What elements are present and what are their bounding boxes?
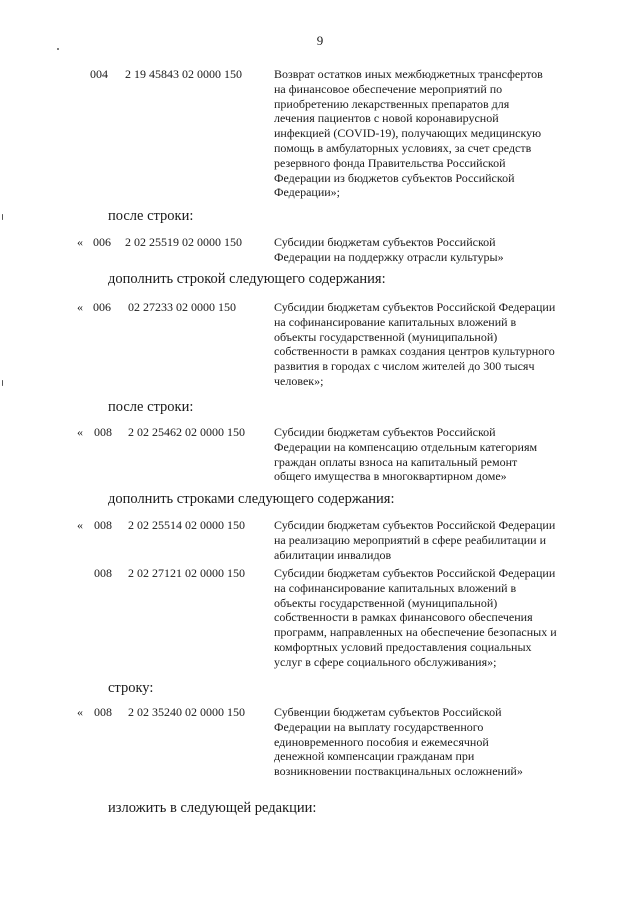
description-line: на софинансирование капитальных вложений в	[274, 314, 517, 329]
description-line: Федерации из бюджетов субъектов Российской	[274, 170, 515, 185]
description-line: приобретению лекарственных препаратов для	[274, 96, 510, 111]
instruction-phrase: после строки:	[108, 208, 194, 224]
instruction-phrase: строку:	[108, 680, 154, 696]
entry-description	[274, 300, 574, 389]
description-line: на реализацию мероприятий в сфере реабилитации и	[274, 532, 547, 547]
entry-code: 008	[94, 425, 112, 439]
scan-speck	[2, 380, 3, 386]
description-line: собственности в рамках финансового обеспечения	[274, 610, 533, 625]
opening-quote: «	[77, 705, 83, 719]
description-line: объекты государственной (муниципальной)	[274, 595, 498, 610]
entry-description	[274, 67, 574, 200]
description-line: объекты государственной (муниципальной)	[274, 329, 498, 344]
description-line: Федерации на поддержку отрасли культуры»	[274, 249, 504, 264]
description-line: лечения пациентов с новой коронавирусной	[274, 111, 499, 126]
entry-description	[274, 235, 574, 265]
entry-kbk: 2 19 45843 02 0000 150	[125, 67, 242, 81]
description-line: Субсидии бюджетам субъектов Российской Федерации	[274, 518, 556, 532]
description-line: Субсидии бюджетам субъектов Российской Федерации	[274, 300, 556, 314]
entry-kbk: 2 02 27121 02 0000 150	[128, 566, 245, 580]
description-line: Субвенции бюджетам субъектов Российской	[274, 705, 502, 719]
instruction-phrase: дополнить строкой следующего содержания:	[108, 271, 386, 287]
description-line: Федерации на выплату государственного	[274, 719, 484, 734]
opening-quote: «	[77, 300, 83, 314]
description-line: резервного фонда Правительства Российской	[274, 155, 506, 170]
entry-code: 004	[90, 67, 108, 81]
description-line: комфортных условий предоставления социальных	[274, 639, 532, 654]
entry-code: 008	[94, 518, 112, 532]
entry-kbk: 2 02 25462 02 0000 150	[128, 425, 245, 439]
description-line: возникновении поствакцинальных осложнений»	[274, 764, 523, 779]
description-line: граждан оплаты взноса на капитальный ремонт	[274, 454, 518, 469]
description-line: Субсидии бюджетам субъектов Российской	[274, 235, 496, 249]
entry-description	[274, 518, 574, 562]
entry-kbk: 2 02 25514 02 0000 150	[128, 518, 245, 532]
description-line: общего имущества в многоквартирном доме»	[274, 469, 507, 484]
scan-speck	[2, 214, 3, 220]
description-line: на финансовое обеспечение мероприятий по	[274, 81, 503, 96]
description-line: услуг в сфере социального обслуживания»;	[274, 654, 497, 669]
description-line: помощь в амбулаторных условиях, за счет средств	[274, 140, 532, 155]
entry-code: 006	[93, 235, 111, 249]
instruction-phrase: дополнить строками следующего содержания:	[108, 491, 395, 507]
opening-quote: «	[77, 425, 83, 439]
entry-description	[274, 705, 574, 779]
entry-kbk: 2 02 35240 02 0000 150	[128, 705, 245, 719]
opening-quote: «	[77, 518, 83, 532]
description-line: денежной компенсации гражданам при	[274, 749, 475, 764]
instruction-phrase: изложить в следующей редакции:	[108, 800, 317, 816]
description-line: развития в городах с числом жителей до 300 тысяч	[274, 359, 535, 374]
description-line: программ, направленных на обеспечение безопасных и	[274, 625, 557, 640]
description-line: инфекцией (COVID-19), получающих медицинскую	[274, 126, 542, 141]
opening-quote: «	[77, 235, 83, 249]
description-line: Субсидии бюджетам субъектов Российской Федерации	[274, 566, 556, 580]
entry-code: 008	[94, 566, 112, 580]
description-line: абилитации инвалидов	[274, 547, 392, 562]
entry-kbk: 2 02 25519 02 0000 150	[125, 235, 242, 249]
entry-description	[274, 425, 574, 484]
description-line: единовременного пособия и ежемесячной	[274, 734, 489, 749]
entry-code: 008	[94, 705, 112, 719]
entry-kbk: 02 27233 02 0000 150	[128, 300, 236, 314]
entry-description	[274, 566, 574, 670]
description-line: Федерации на компенсацию отдельным категориям	[274, 439, 538, 454]
description-line: Субсидии бюджетам субъектов Российской	[274, 425, 496, 439]
description-line: человек»;	[274, 373, 324, 388]
description-line: на софинансирование капитальных вложений в	[274, 580, 517, 595]
description-line: собственности в рамках создания центров культурного	[274, 344, 555, 359]
instruction-phrase: после строки:	[108, 399, 194, 415]
description-line: Возврат остатков иных межбюджетных трансфертов	[274, 67, 543, 81]
page-number: 9	[316, 33, 324, 48]
description-line: Федерации»;	[274, 185, 341, 200]
entry-code: 006	[93, 300, 111, 314]
